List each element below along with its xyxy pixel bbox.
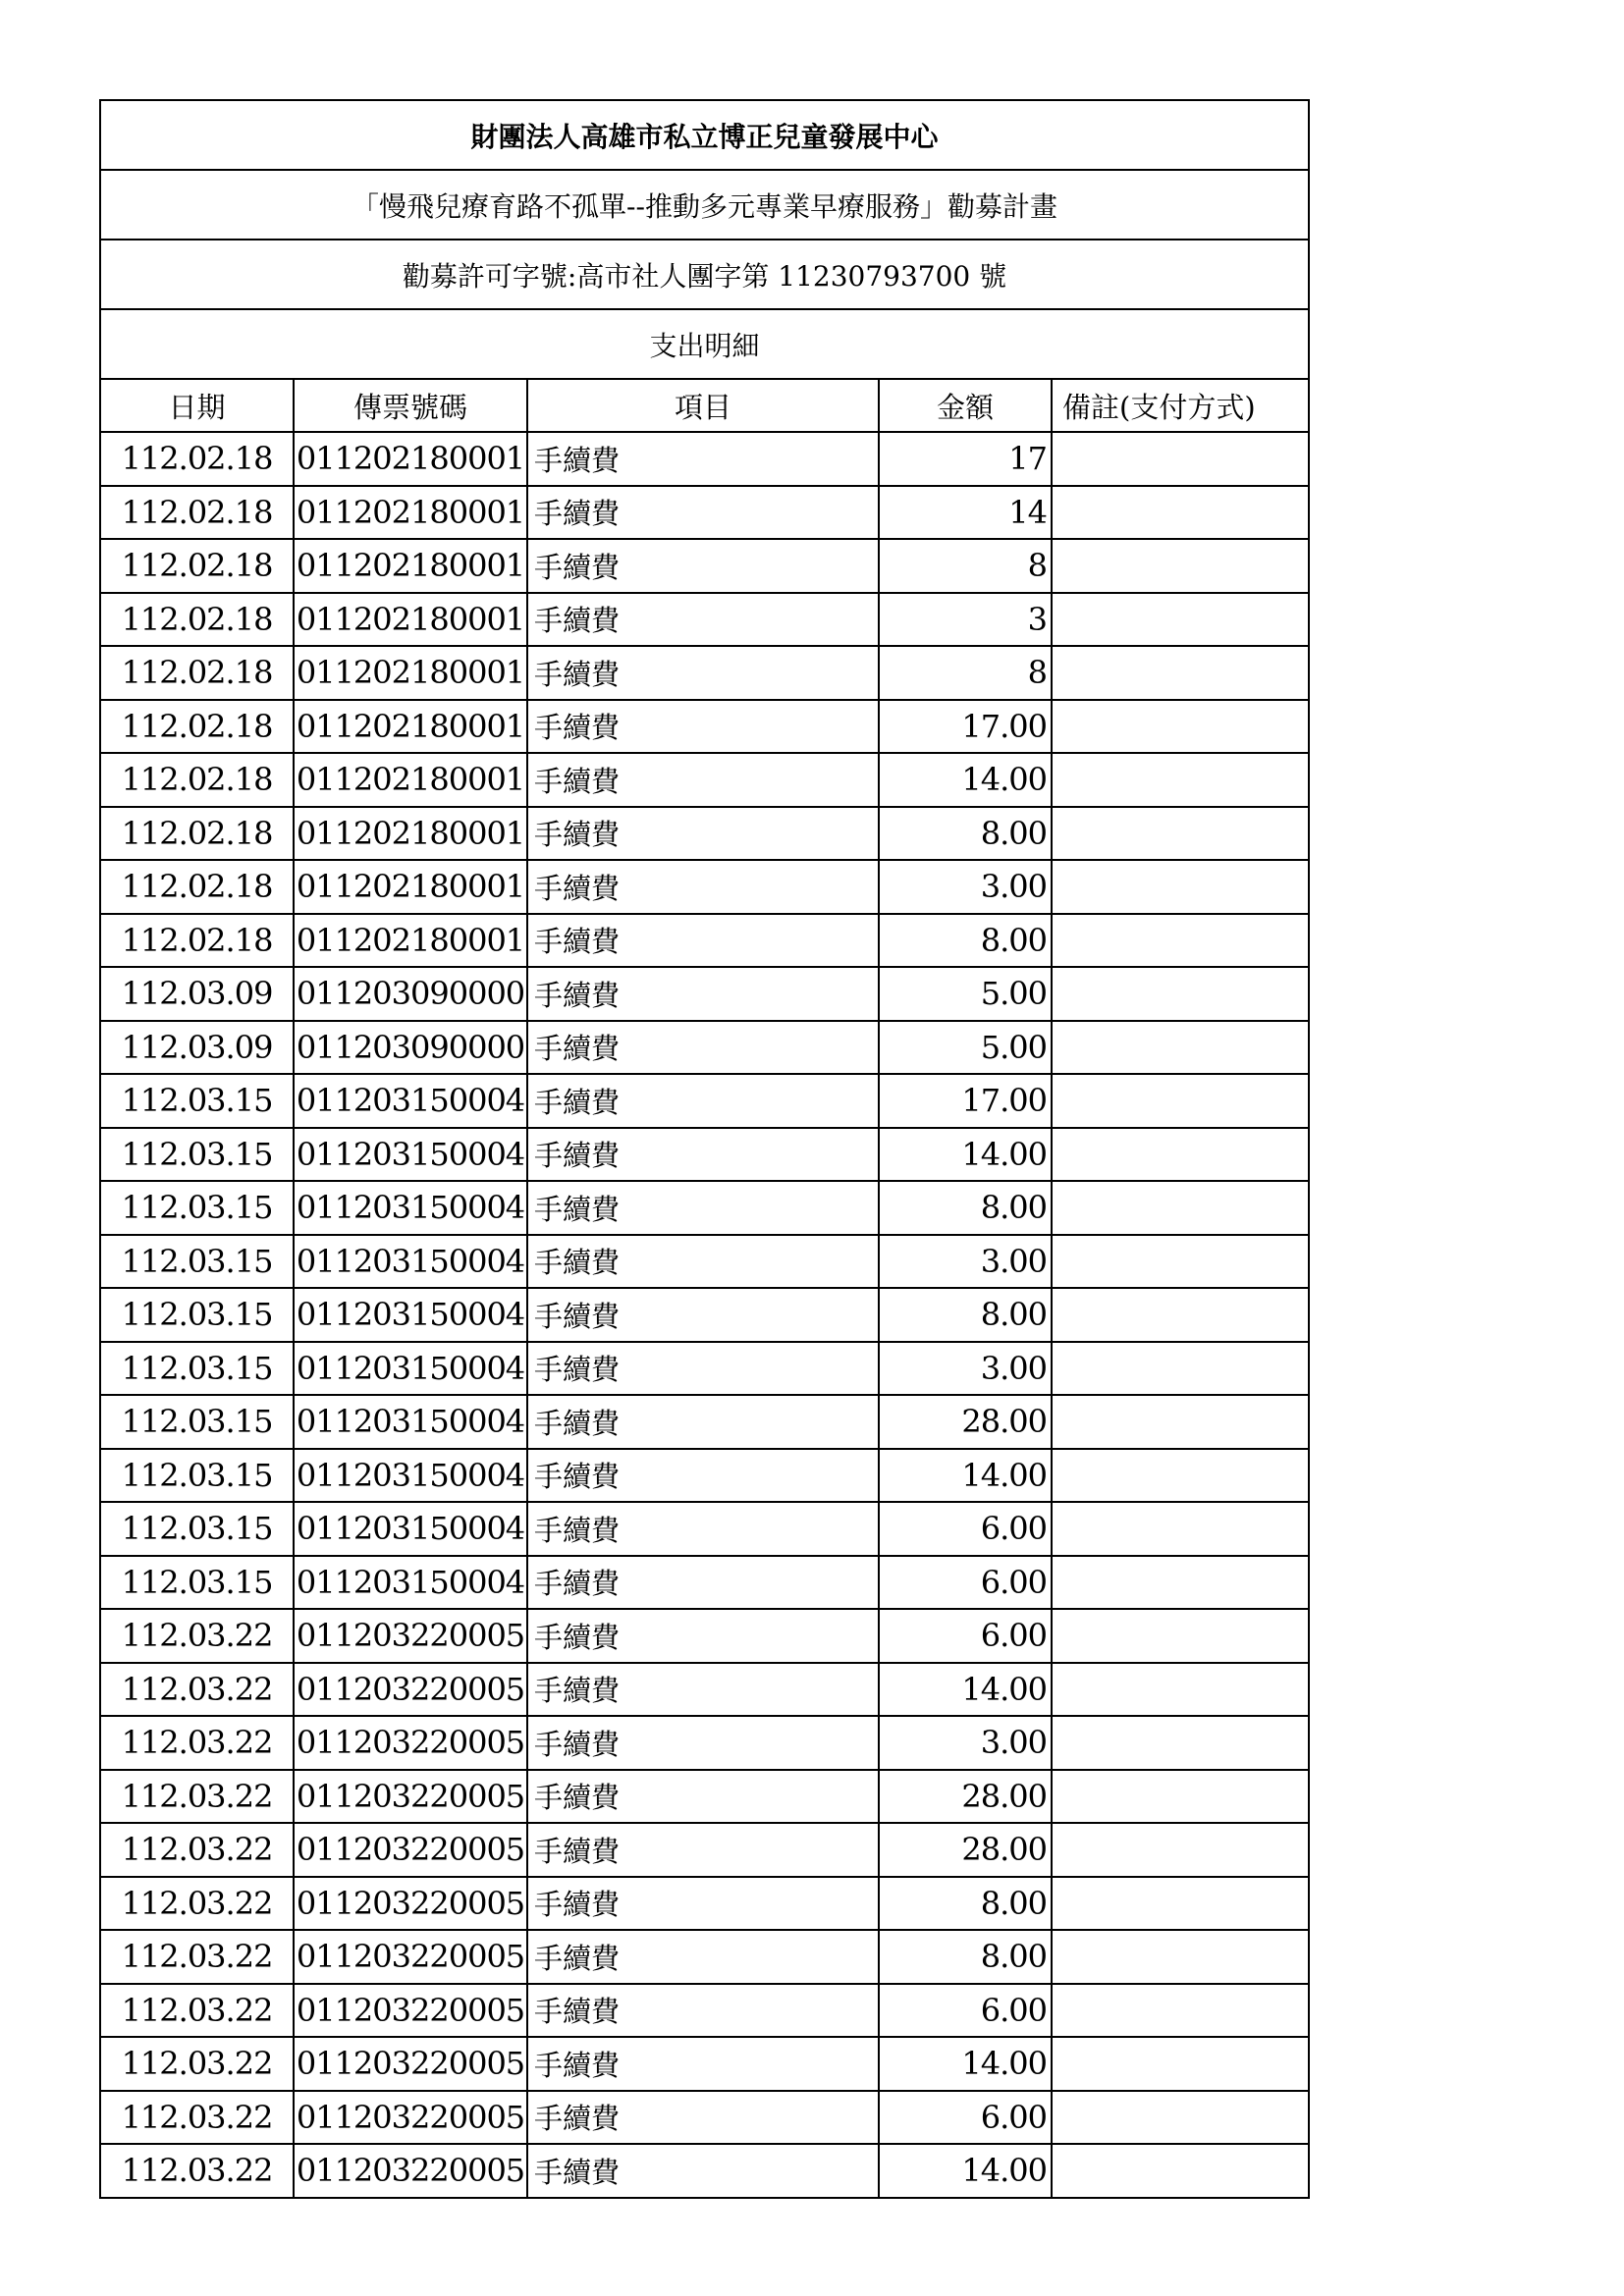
cell-voucher: 011202180001 [294, 593, 527, 647]
cell-date: 112.03.15 [100, 1556, 294, 1610]
cell-amount: 8.00 [879, 807, 1052, 861]
column-header-item: 項目 [527, 379, 879, 432]
cell-amount: 5.00 [879, 1021, 1052, 1075]
table-row [100, 1288, 1309, 1342]
cell-remark [1052, 914, 1309, 968]
table-row [100, 1770, 1309, 1824]
cell-voucher: 011202180001 [294, 860, 527, 914]
cell-date: 112.03.22 [100, 2091, 294, 2145]
cell-voucher: 011203150004 [294, 1449, 527, 1503]
cell-voucher: 011203090000 [294, 1021, 527, 1075]
table-row [100, 646, 1309, 700]
cell-voucher: 011203150004 [294, 1181, 527, 1235]
table-row [100, 753, 1309, 807]
cell-remark [1052, 753, 1309, 807]
cell-item: 手續費 [527, 967, 879, 1021]
table-row [100, 1556, 1309, 1610]
cell-remark [1052, 2144, 1309, 2198]
table-row [100, 1342, 1309, 1396]
cell-remark [1052, 807, 1309, 861]
cell-remark [1052, 1074, 1309, 1128]
cell-remark [1052, 967, 1309, 1021]
table-row [100, 1181, 1309, 1235]
cell-voucher: 011203150004 [294, 1235, 527, 1289]
cell-date: 112.03.15 [100, 1449, 294, 1503]
table-row [100, 593, 1309, 647]
cell-voucher: 011203150004 [294, 1128, 527, 1182]
permit-number: 勸募許可字號:高市社人團字第 11230793700 號 [100, 240, 1309, 309]
column-header-voucher: 傳票號碼 [294, 379, 527, 432]
cell-date: 112.03.15 [100, 1288, 294, 1342]
cell-item: 手續費 [527, 1609, 879, 1663]
cell-date: 112.03.22 [100, 1770, 294, 1824]
cell-item: 手續費 [527, 539, 879, 593]
cell-voucher: 011203150004 [294, 1342, 527, 1396]
cell-voucher: 011203150004 [294, 1556, 527, 1610]
cell-item: 手續費 [527, 2037, 879, 2091]
cell-voucher: 011202180001 [294, 914, 527, 968]
permit-row [100, 240, 1309, 309]
table-row [100, 1984, 1309, 2038]
cell-amount: 28.00 [879, 1395, 1052, 1449]
cell-remark [1052, 1663, 1309, 1717]
cell-date: 112.02.18 [100, 646, 294, 700]
cell-voucher: 011203220005 [294, 1663, 527, 1717]
column-header-date: 日期 [100, 379, 294, 432]
cell-amount: 17 [879, 432, 1052, 486]
cell-remark [1052, 1930, 1309, 1984]
cell-date: 112.03.22 [100, 1663, 294, 1717]
table-row [100, 914, 1309, 968]
cell-date: 112.02.18 [100, 860, 294, 914]
cell-date: 112.02.18 [100, 539, 294, 593]
cell-amount: 6.00 [879, 1556, 1052, 1610]
cell-remark [1052, 1288, 1309, 1342]
project-row [100, 170, 1309, 240]
organization-name: 財團法人高雄市私立博正兒童發展中心 [100, 100, 1309, 170]
cell-voucher: 011203220005 [294, 1877, 527, 1931]
cell-remark [1052, 2091, 1309, 2145]
cell-amount: 28.00 [879, 1770, 1052, 1824]
cell-amount: 3.00 [879, 860, 1052, 914]
cell-voucher: 011203150004 [294, 1288, 527, 1342]
cell-amount: 8.00 [879, 1877, 1052, 1931]
cell-voucher: 011203220005 [294, 2091, 527, 2145]
cell-item: 手續費 [527, 486, 879, 540]
table-row [100, 1877, 1309, 1931]
cell-amount: 8.00 [879, 1288, 1052, 1342]
table-row [100, 1395, 1309, 1449]
cell-item: 手續費 [527, 1663, 879, 1717]
cell-item: 手續費 [527, 432, 879, 486]
cell-amount: 6.00 [879, 1609, 1052, 1663]
column-header-row [100, 379, 1309, 432]
cell-amount: 3 [879, 593, 1052, 647]
cell-amount: 14.00 [879, 2144, 1052, 2198]
cell-remark [1052, 486, 1309, 540]
cell-remark [1052, 1716, 1309, 1770]
cell-voucher: 011203090000 [294, 967, 527, 1021]
cell-remark [1052, 1342, 1309, 1396]
cell-amount: 17.00 [879, 1074, 1052, 1128]
cell-item: 手續費 [527, 1235, 879, 1289]
cell-date: 112.03.09 [100, 1021, 294, 1075]
cell-date: 112.03.22 [100, 1984, 294, 2038]
cell-voucher: 011203220005 [294, 2144, 527, 2198]
cell-remark [1052, 2037, 1309, 2091]
cell-item: 手續費 [527, 593, 879, 647]
table-row [100, 1930, 1309, 1984]
section-row [100, 309, 1309, 379]
cell-item: 手續費 [527, 1395, 879, 1449]
cell-date: 112.03.22 [100, 1609, 294, 1663]
cell-amount: 6.00 [879, 1502, 1052, 1556]
cell-item: 手續費 [527, 1823, 879, 1877]
cell-voucher: 011202180001 [294, 432, 527, 486]
cell-item: 手續費 [527, 1449, 879, 1503]
table-row [100, 1235, 1309, 1289]
cell-item: 手續費 [527, 1877, 879, 1931]
cell-amount: 6.00 [879, 1984, 1052, 2038]
cell-item: 手續費 [527, 646, 879, 700]
cell-item: 手續費 [527, 1502, 879, 1556]
cell-amount: 17.00 [879, 700, 1052, 754]
cell-item: 手續費 [527, 1181, 879, 1235]
cell-remark [1052, 1609, 1309, 1663]
cell-date: 112.03.22 [100, 2144, 294, 2198]
table-row [100, 807, 1309, 861]
cell-amount: 14.00 [879, 1663, 1052, 1717]
cell-date: 112.03.15 [100, 1074, 294, 1128]
table-row [100, 860, 1309, 914]
table-row [100, 1128, 1309, 1182]
cell-date: 112.03.22 [100, 1823, 294, 1877]
cell-voucher: 011203220005 [294, 1609, 527, 1663]
cell-item: 手續費 [527, 1984, 879, 2038]
cell-amount: 8.00 [879, 1181, 1052, 1235]
cell-amount: 5.00 [879, 967, 1052, 1021]
table-row [100, 1449, 1309, 1503]
cell-item: 手續費 [527, 1342, 879, 1396]
cell-date: 112.03.22 [100, 1716, 294, 1770]
cell-date: 112.03.15 [100, 1181, 294, 1235]
table-row [100, 1823, 1309, 1877]
cell-amount: 3.00 [879, 1235, 1052, 1289]
cell-date: 112.03.15 [100, 1235, 294, 1289]
table-row [100, 2091, 1309, 2145]
table-body [100, 432, 1309, 2198]
cell-date: 112.03.15 [100, 1342, 294, 1396]
project-title: 「慢飛兒療育路不孤單--推動多元專業早療服務」勸募計畫 [100, 170, 1309, 240]
table-row [100, 432, 1309, 486]
cell-voucher: 011203220005 [294, 2037, 527, 2091]
cell-voucher: 011202180001 [294, 807, 527, 861]
cell-amount: 14.00 [879, 753, 1052, 807]
table-row [100, 1502, 1309, 1556]
cell-voucher: 011202180001 [294, 486, 527, 540]
cell-date: 112.02.18 [100, 914, 294, 968]
cell-amount: 3.00 [879, 1342, 1052, 1396]
table-row [100, 967, 1309, 1021]
cell-date: 112.03.22 [100, 1930, 294, 1984]
cell-remark [1052, 1556, 1309, 1610]
table-row [100, 539, 1309, 593]
cell-amount: 14.00 [879, 1128, 1052, 1182]
cell-voucher: 011202180001 [294, 753, 527, 807]
cell-voucher: 011203220005 [294, 1770, 527, 1824]
table-row [100, 1074, 1309, 1128]
cell-remark [1052, 1984, 1309, 2038]
cell-remark [1052, 432, 1309, 486]
cell-remark [1052, 1235, 1309, 1289]
cell-voucher: 011203220005 [294, 1984, 527, 2038]
cell-item: 手續費 [527, 700, 879, 754]
cell-remark [1052, 1395, 1309, 1449]
cell-remark [1052, 539, 1309, 593]
cell-date: 112.02.18 [100, 593, 294, 647]
cell-amount: 8 [879, 539, 1052, 593]
cell-item: 手續費 [527, 1128, 879, 1182]
cell-date: 112.02.18 [100, 753, 294, 807]
cell-amount: 28.00 [879, 1823, 1052, 1877]
cell-date: 112.03.15 [100, 1502, 294, 1556]
table-row [100, 1021, 1309, 1075]
cell-remark [1052, 1021, 1309, 1075]
cell-item: 手續費 [527, 1770, 879, 1824]
column-header-remark: 備註(支付方式) [1052, 379, 1309, 432]
cell-voucher: 011203150004 [294, 1502, 527, 1556]
cell-voucher: 011202180001 [294, 646, 527, 700]
cell-date: 112.02.18 [100, 807, 294, 861]
cell-item: 手續費 [527, 1930, 879, 1984]
table-row [100, 486, 1309, 540]
cell-remark [1052, 1877, 1309, 1931]
cell-remark [1052, 1181, 1309, 1235]
cell-date: 112.03.09 [100, 967, 294, 1021]
cell-voucher: 011203150004 [294, 1395, 527, 1449]
cell-remark [1052, 860, 1309, 914]
section-title: 支出明細 [100, 309, 1309, 379]
cell-voucher: 011203220005 [294, 1823, 527, 1877]
cell-voucher: 011202180001 [294, 700, 527, 754]
table-row [100, 1663, 1309, 1717]
cell-item: 手續費 [527, 1716, 879, 1770]
table-row [100, 1609, 1309, 1663]
cell-item: 手續費 [527, 2091, 879, 2145]
cell-item: 手續費 [527, 1556, 879, 1610]
cell-item: 手續費 [527, 1074, 879, 1128]
table-row [100, 2144, 1309, 2198]
cell-date: 112.03.15 [100, 1395, 294, 1449]
cell-item: 手續費 [527, 2144, 879, 2198]
cell-remark [1052, 1770, 1309, 1824]
cell-item: 手續費 [527, 753, 879, 807]
cell-item: 手續費 [527, 1021, 879, 1075]
expense-table [99, 99, 1310, 2199]
cell-amount: 3.00 [879, 1716, 1052, 1770]
cell-remark [1052, 700, 1309, 754]
cell-date: 112.03.15 [100, 1128, 294, 1182]
cell-voucher: 011202180001 [294, 539, 527, 593]
organization-row [100, 100, 1309, 170]
cell-amount: 8.00 [879, 914, 1052, 968]
cell-remark [1052, 1823, 1309, 1877]
cell-voucher: 011203150004 [294, 1074, 527, 1128]
cell-item: 手續費 [527, 914, 879, 968]
cell-remark [1052, 593, 1309, 647]
table-row [100, 1716, 1309, 1770]
cell-amount: 8 [879, 646, 1052, 700]
cell-item: 手續費 [527, 860, 879, 914]
cell-amount: 6.00 [879, 2091, 1052, 2145]
table-row [100, 2037, 1309, 2091]
cell-remark [1052, 1449, 1309, 1503]
cell-voucher: 011203220005 [294, 1716, 527, 1770]
column-header-amount: 金額 [879, 379, 1052, 432]
cell-item: 手續費 [527, 1288, 879, 1342]
table-row [100, 700, 1309, 754]
cell-date: 112.02.18 [100, 432, 294, 486]
cell-amount: 14 [879, 486, 1052, 540]
cell-amount: 14.00 [879, 1449, 1052, 1503]
cell-amount: 14.00 [879, 2037, 1052, 2091]
cell-voucher: 011203220005 [294, 1930, 527, 1984]
cell-remark [1052, 1502, 1309, 1556]
cell-date: 112.03.22 [100, 1877, 294, 1931]
cell-date: 112.03.22 [100, 2037, 294, 2091]
cell-remark [1052, 646, 1309, 700]
cell-item: 手續費 [527, 807, 879, 861]
cell-date: 112.02.18 [100, 486, 294, 540]
cell-amount: 8.00 [879, 1930, 1052, 1984]
cell-date: 112.02.18 [100, 700, 294, 754]
cell-remark [1052, 1128, 1309, 1182]
